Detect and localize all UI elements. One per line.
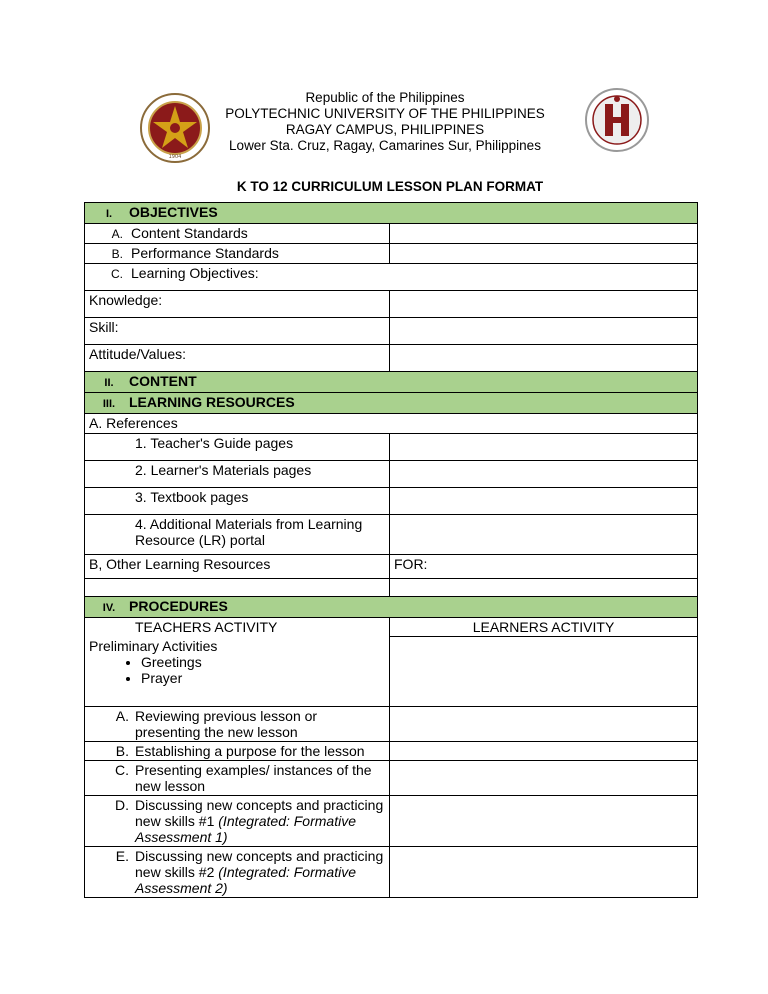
item-letter: A. <box>111 227 123 241</box>
future-educator-logo-icon <box>584 80 650 160</box>
section-number: II. <box>104 377 114 389</box>
learners-activity-header <box>390 618 698 637</box>
for-label: FOR: <box>390 555 698 579</box>
section-procedures <box>85 597 698 618</box>
step-a-label: Reviewing previous lesson or presenting the new lesson <box>135 708 318 740</box>
learners-activity-label: LEARNERS ACTIVITY <box>472 619 615 635</box>
section-label: OBJECTIVES <box>129 204 218 220</box>
step-e-note: (Integrated: Formative Assessment 2) <box>135 864 356 896</box>
teachers-activity-label: TEACHERS ACTIVITY <box>135 619 278 635</box>
step-letter: C. <box>115 762 129 778</box>
performance-standards-field[interactable] <box>390 244 698 264</box>
learners-materials-label: 2. Learner's Materials pages <box>85 461 390 488</box>
step-letter: B. <box>115 743 129 759</box>
section-objectives <box>85 203 698 224</box>
teachers-guide-field[interactable] <box>390 434 698 461</box>
item-letter: C. <box>111 267 123 281</box>
lesson-plan-table <box>84 202 698 898</box>
seal-year: 1904 <box>168 154 182 160</box>
references-label: A. References <box>85 414 698 434</box>
blank-cell[interactable] <box>85 579 390 597</box>
section-label: LEARNING RESOURCES <box>129 394 295 410</box>
skill-field[interactable] <box>390 318 698 345</box>
header-line-2: POLYTECHNIC UNIVERSITY OF THE PHILIPPINES <box>225 106 545 121</box>
section-number: III. <box>102 398 116 410</box>
additional-materials-field[interactable] <box>390 515 698 555</box>
step-e-field[interactable] <box>390 847 698 898</box>
step-c-label: Presenting examples/ instances of the new lesson <box>135 762 372 794</box>
header-line-3: RAGAY CAMPUS, PHILIPPINES <box>285 122 485 137</box>
step-letter: A. <box>115 708 129 724</box>
institution-header <box>200 90 570 154</box>
section-content <box>85 372 698 393</box>
section-learning-resources <box>85 393 698 414</box>
performance-standards-label: Performance Standards <box>131 245 279 261</box>
additional-materials-label: 4. Additional Materials from Learning Resource (LR) portal <box>85 515 390 555</box>
section-number: IV. <box>102 602 116 614</box>
step-d-note: (Integrated: Formative Assessment 1) <box>135 813 356 845</box>
section-label: CONTENT <box>129 373 197 389</box>
teachers-guide-label: 1. Teacher's Guide pages <box>85 434 390 461</box>
preliminary-activities-label: Preliminary Activities <box>89 637 218 654</box>
list-item: • Prayer <box>141 670 385 686</box>
item-letter: B. <box>111 247 123 261</box>
step-d-field[interactable] <box>390 796 698 847</box>
textbook-label: 3. Textbook pages <box>85 488 390 515</box>
blank-cell[interactable] <box>390 579 698 597</box>
step-e-label: Discussing new concepts and practicing new skills #2 <box>135 848 384 880</box>
header-line-4: Lower Sta. Cruz, Ragay, Camarines Sur, Philippines <box>229 138 541 153</box>
textbook-field[interactable] <box>390 488 698 515</box>
attitude-label: Attitude/Values: <box>85 345 390 372</box>
preliminary-list <box>89 654 385 686</box>
header-line-1: Republic of the Philippines <box>305 90 465 105</box>
content-standards-field[interactable] <box>390 224 698 244</box>
content-standards-label: Content Standards <box>131 225 248 241</box>
step-b-label: Establishing a purpose for the lesson <box>135 743 365 759</box>
section-label: PROCEDURES <box>129 598 228 614</box>
step-letter: D. <box>115 797 129 813</box>
step-letter: E. <box>115 848 129 864</box>
teachers-activity-header <box>85 618 390 637</box>
knowledge-field[interactable] <box>390 291 698 318</box>
preliminary-activities-field[interactable] <box>390 637 698 707</box>
learning-objectives-label: Learning Objectives: <box>131 265 259 281</box>
step-d-label: Discussing new concepts and practicing new skills #1 <box>135 797 384 829</box>
skill-label: Skill: <box>85 318 390 345</box>
step-c-field[interactable] <box>390 761 698 796</box>
step-a-field[interactable] <box>390 707 698 742</box>
section-number: I. <box>105 208 113 220</box>
other-resources-label: B, Other Learning Resources <box>85 555 390 579</box>
document-title: K TO 12 CURRICULUM LESSON PLAN FORMAT <box>236 179 544 194</box>
attitude-field[interactable] <box>390 345 698 372</box>
learners-materials-field[interactable] <box>390 461 698 488</box>
knowledge-label: Knowledge: <box>85 291 390 318</box>
step-b-field[interactable] <box>390 742 698 761</box>
list-item: • Greetings <box>141 654 385 670</box>
